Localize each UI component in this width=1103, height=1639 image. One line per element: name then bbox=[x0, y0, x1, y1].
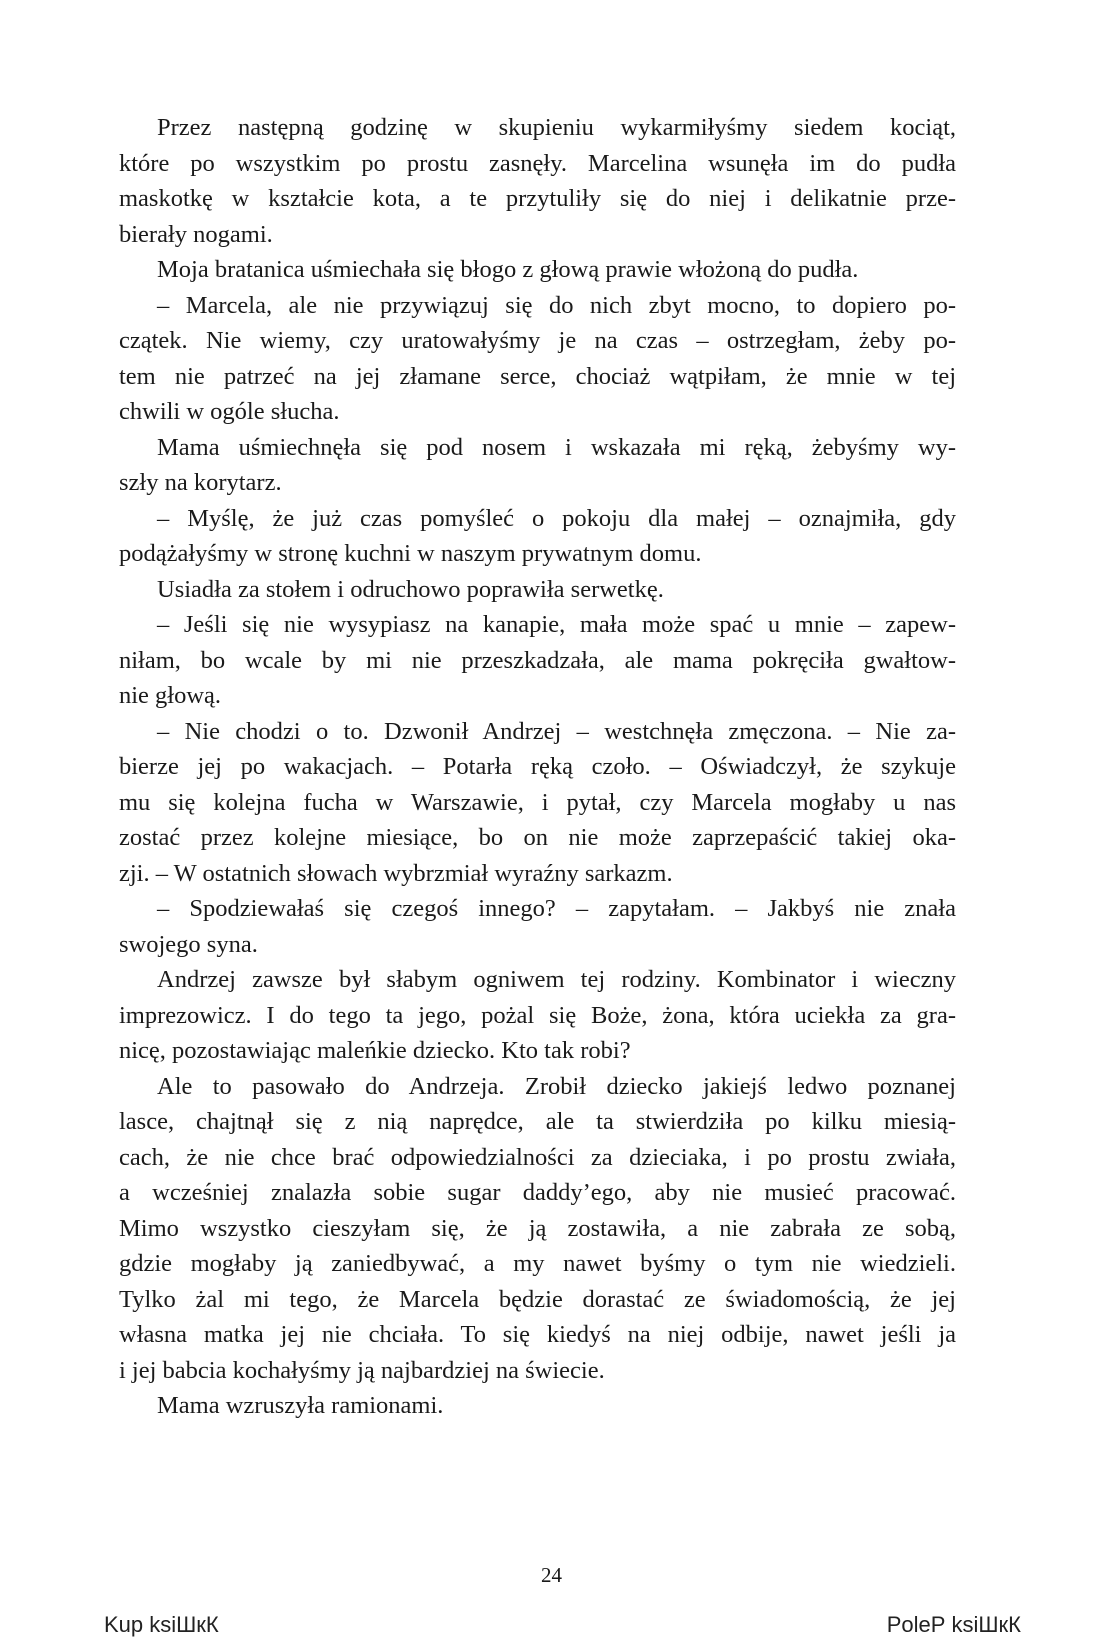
footer-buy-book-link[interactable]: Kup ksiШкК bbox=[104, 1612, 219, 1637]
text-line: – Nie chodzi o to. Dzwonił Andrzej – westchnęła zmęczona. – Nie za- bbox=[157, 717, 956, 745]
text-line: Przez następną godzinę w skupieniu wykarmiłyśmy siedem kociąt, bbox=[157, 114, 956, 141]
text-line: bierze jej po wakacjach. – Potarła ręką czoło. – Oświadczył, że szykuje bbox=[119, 753, 956, 780]
text-line: bierały nogami. bbox=[119, 220, 273, 248]
text-line: chwili w ogóle słucha. bbox=[119, 398, 340, 425]
text-line: własna matka jej nie chciała. To się kiedyś na niej odbije, nawet jeśli ja bbox=[119, 1321, 956, 1348]
body-text bbox=[119, 110, 956, 1424]
text-line: Moja bratanica uśmiechała się błogo z głową prawie włożoną do pudła. bbox=[157, 256, 859, 283]
text-line: nie głową. bbox=[119, 682, 222, 709]
footer-recommend-book-link[interactable]: PoleР ksiШкК bbox=[886, 1612, 1021, 1637]
text-line: nicę, pozostawiając maleńkie dziecko. Kto tak robi? bbox=[119, 1037, 631, 1064]
text-line: maskotkę w kształcie kota, a te przytuliły się do niej i delikatnie prze- bbox=[119, 185, 956, 212]
text-line: a wcześniej znalazła sobie sugar daddy’ego, aby nie musieć pracować. bbox=[119, 1179, 956, 1206]
text-line: podążałyśmy w stronę kuchni w naszym prywatnym domu. bbox=[119, 540, 702, 567]
text-line: Usiadła za stołem i odruchowo poprawiła serwetkę. bbox=[157, 575, 664, 603]
text-line: – Jeśli się nie wysypiasz na kanapie, mała może spać u mnie – zapew- bbox=[157, 611, 956, 638]
text-line: Ale to pasowało do Andrzeja. Zrobił dziecko jakiejś ledwo poznanej bbox=[157, 1072, 956, 1100]
text-line: gdzie mogłaby ją zaniedbywać, a my nawet byśmy o tym nie wiedzieli. bbox=[119, 1250, 956, 1277]
text-line: Mama wzruszyła ramionami. bbox=[157, 1392, 444, 1419]
page-number: 24 bbox=[541, 1563, 562, 1587]
text-line: imprezowicz. I do tego ta jego, pożal się Boże, żona, która uciekła za gra- bbox=[119, 1001, 956, 1029]
text-line: zostać przez kolejne miesiące, bo on nie może zaprzepaścić takiej oka- bbox=[119, 824, 956, 851]
text-line: swojego syna. bbox=[119, 930, 258, 958]
text-line: szły na korytarz. bbox=[119, 469, 282, 496]
text-line: mu się kolejna fucha w Warszawie, i pytał, czy Marcela mogłaby u nas bbox=[119, 788, 956, 816]
text-line: tem nie patrzeć na jej złamane serce, chociaż wątpiłam, że mnie w tej bbox=[119, 362, 956, 390]
text-line: zji. – W ostatnich słowach wybrzmiał wyraźny sarkazm. bbox=[119, 859, 673, 887]
text-line: Tylko żal mi tego, że Marcela będzie dorastać ze świadomością, że jej bbox=[119, 1285, 956, 1313]
text-line: które po wszystkim po prostu zasnęły. Marcelina wsunęła im do pudła bbox=[119, 149, 956, 177]
text-line: i jej babcia kochałyśmy ją najbardziej na świecie. bbox=[119, 1356, 605, 1384]
text-line: Mimo wszystko cieszyłam się, że ją zostawiła, a nie zabrała ze sobą, bbox=[119, 1214, 956, 1242]
text-line: cach, że nie chce brać odpowiedzialności za dzieciaka, i po prostu zwiała, bbox=[119, 1143, 956, 1171]
text-line: lasce, chajtnął się z nią naprędce, ale ta stwierdziła po kilku miesią- bbox=[119, 1108, 956, 1135]
text-line: – Spodziewałaś się czegoś innego? – zapytałam. – Jakbyś nie znała bbox=[157, 895, 956, 922]
text-line: Mama uśmiechnęła się pod nosem i wskazała mi ręką, żebyśmy wy- bbox=[157, 433, 956, 461]
text-line: niłam, bo wcale by mi nie przeszkadzała, ale mama pokręciła gwałtow- bbox=[119, 646, 956, 674]
text-line: – Myślę, że już czas pomyśleć o pokoju dla małej – oznajmiła, gdy bbox=[157, 504, 956, 532]
text-line: – Marcela, ale nie przywiązuj się do nich zbyt mocno, to dopiero po- bbox=[157, 291, 956, 319]
text-line: czątek. Nie wiemy, czy uratowałyśmy je na czas – ostrzegłam, żeby po- bbox=[119, 327, 956, 354]
text-line: Andrzej zawsze był słabym ogniwem tej rodziny. Kombinator i wieczny bbox=[157, 966, 956, 993]
